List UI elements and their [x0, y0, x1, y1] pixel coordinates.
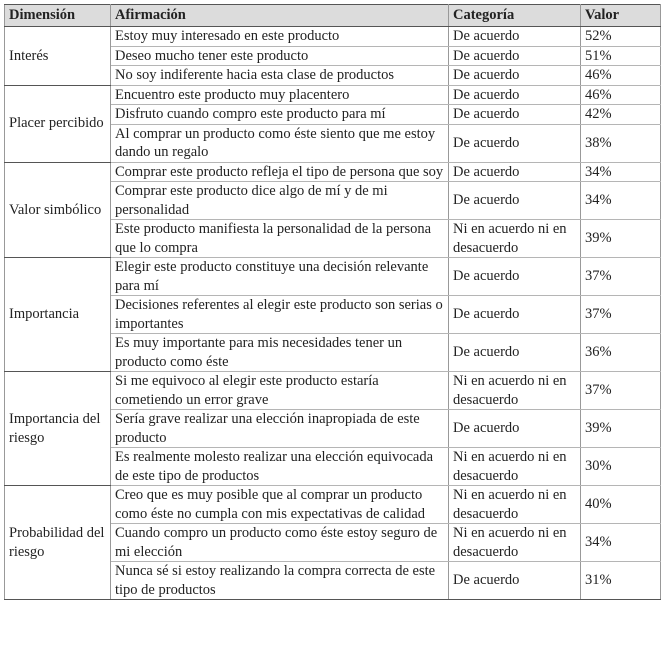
table-header-row — [5, 5, 661, 27]
category-cell: Ni en acuerdo ni en desacuerdo — [449, 524, 581, 562]
category-cell: De acuerdo — [449, 46, 581, 66]
header-dimension: Dimensión — [5, 5, 111, 27]
category-cell: De acuerdo — [449, 66, 581, 86]
value-cell: 39% — [581, 220, 661, 258]
dimension-cell: Probabilidad del riesgo — [5, 486, 111, 600]
value-cell: 51% — [581, 46, 661, 66]
value-cell: 46% — [581, 66, 661, 86]
value-cell: 34% — [581, 182, 661, 220]
value-cell: 36% — [581, 334, 661, 372]
dimension-cell: Valor simbólico — [5, 162, 111, 258]
table-row — [5, 162, 661, 182]
statement-cell: Al comprar un producto como éste siento que me estoy dando un regalo — [111, 124, 449, 162]
category-cell: Ni en acuerdo ni en desacuerdo — [449, 220, 581, 258]
category-cell: De acuerdo — [449, 85, 581, 105]
value-cell: 52% — [581, 27, 661, 47]
category-cell: De acuerdo — [449, 334, 581, 372]
statement-cell: No soy indiferente hacia esta clase de productos — [111, 66, 449, 86]
value-cell: 40% — [581, 486, 661, 524]
statement-cell: Es realmente molesto realizar una elección equivocada de este tipo de productos — [111, 448, 449, 486]
category-cell: De acuerdo — [449, 27, 581, 47]
statement-cell: Comprar este producto refleja el tipo de persona que soy — [111, 162, 449, 182]
value-cell: 39% — [581, 410, 661, 448]
statement-cell: Cuando compro un producto como éste estoy seguro de mi elección — [111, 524, 449, 562]
statement-cell: Creo que es muy posible que al comprar un producto como éste no cumpla con mis expectativas de calidad — [111, 486, 449, 524]
value-cell: 38% — [581, 124, 661, 162]
header-category: Categoría — [449, 5, 581, 27]
value-cell: 42% — [581, 105, 661, 125]
statement-cell: Decisiones referentes al elegir este producto son serias o importantes — [111, 296, 449, 334]
statement-cell: Disfruto cuando compro este producto para mí — [111, 105, 449, 125]
value-cell: 46% — [581, 85, 661, 105]
header-value: Valor — [581, 5, 661, 27]
category-cell: De acuerdo — [449, 258, 581, 296]
table-row — [5, 85, 661, 105]
value-cell: 37% — [581, 372, 661, 410]
value-cell: 34% — [581, 162, 661, 182]
survey-table — [4, 4, 661, 600]
category-cell: De acuerdo — [449, 410, 581, 448]
dimension-cell: Importancia — [5, 258, 111, 372]
statement-cell: Nunca sé si estoy realizando la compra correcta de este tipo de productos — [111, 562, 449, 600]
value-cell: 31% — [581, 562, 661, 600]
statement-cell: Encuentro este producto muy placentero — [111, 85, 449, 105]
category-cell: Ni en acuerdo ni en desacuerdo — [449, 486, 581, 524]
category-cell: De acuerdo — [449, 124, 581, 162]
category-cell: Ni en acuerdo ni en desacuerdo — [449, 448, 581, 486]
statement-cell: Si me equivoco al elegir este producto estaría cometiendo un error grave — [111, 372, 449, 410]
value-cell: 37% — [581, 296, 661, 334]
category-cell: De acuerdo — [449, 105, 581, 125]
category-cell: De acuerdo — [449, 562, 581, 600]
value-cell: 34% — [581, 524, 661, 562]
table-row — [5, 258, 661, 296]
statement-cell: Estoy muy interesado en este producto — [111, 27, 449, 47]
statement-cell: Elegir este producto constituye una decisión relevante para mí — [111, 258, 449, 296]
header-statement: Afirmación — [111, 5, 449, 27]
statement-cell: Sería grave realizar una elección inapropiada de este producto — [111, 410, 449, 448]
dimension-cell: Importancia del riesgo — [5, 372, 111, 486]
category-cell: De acuerdo — [449, 182, 581, 220]
category-cell: Ni en acuerdo ni en desacuerdo — [449, 372, 581, 410]
table-row — [5, 486, 661, 524]
statement-cell: Este producto manifiesta la personalidad de la persona que lo compra — [111, 220, 449, 258]
category-cell: De acuerdo — [449, 296, 581, 334]
statement-cell: Es muy importante para mis necesidades tener un producto como éste — [111, 334, 449, 372]
value-cell: 37% — [581, 258, 661, 296]
value-cell: 30% — [581, 448, 661, 486]
table-body — [5, 27, 661, 600]
statement-cell: Comprar este producto dice algo de mí y de mi personalidad — [111, 182, 449, 220]
statement-cell: Deseo mucho tener este producto — [111, 46, 449, 66]
category-cell: De acuerdo — [449, 162, 581, 182]
table-row — [5, 372, 661, 410]
dimension-cell: Interés — [5, 27, 111, 86]
dimension-cell: Placer percibido — [5, 85, 111, 162]
table-row — [5, 27, 661, 47]
